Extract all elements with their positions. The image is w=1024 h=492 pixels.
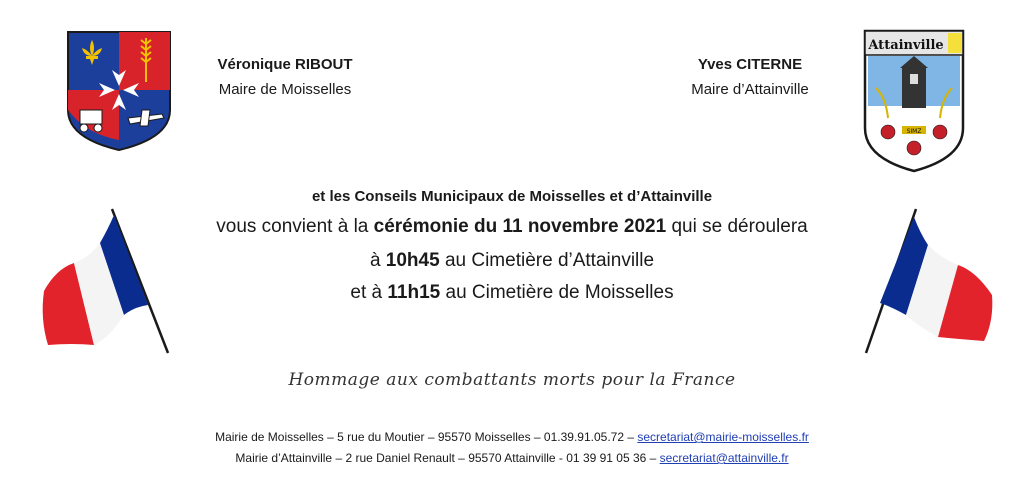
left-mayor-name: Véronique RIBOUT <box>217 56 353 73</box>
invitation-intro: et les Conseils Municipaux de Moisselles et d’Attainville <box>311 188 713 205</box>
second-time: 11h15 <box>387 282 441 303</box>
attainville-banner-text: Attainville <box>868 38 944 53</box>
invitation-line-1: vous convient à la cérémonie du 11 novembre 2021 qui se déroulera <box>216 216 808 237</box>
invitation-line-3: et à 11h15 au Cimetière de Moisselles <box>350 282 674 303</box>
right-french-flag-icon <box>862 205 998 355</box>
attainville-email-link[interactable]: secretariat@attainville.fr <box>659 451 789 465</box>
attainville-crest-icon <box>862 28 966 174</box>
tagline: Hommage aux combattants morts pour la France <box>288 370 736 390</box>
svg-text:SIMZ: SIMZ <box>906 128 922 135</box>
contact-line-moisselles: Mairie de Moisselles – 5 rue du Moutier – 95570 Moisselles – 01.39.91.05.72 – secretariat@mairie-moisselles.fr <box>215 430 809 444</box>
right-mayor-name: Yves CITERNE <box>697 56 803 73</box>
moisselles-crest-icon <box>66 30 172 152</box>
invitation-line-2: à 10h45 au Cimetière d’Attainville <box>369 250 655 271</box>
left-mayor-role: Maire de Moisselles <box>218 81 352 98</box>
contact-line-attainville: Mairie d’Attainville – 2 rue Daniel Renault – 95570 Attainville - 01 39 91 05 36 – secretariat@attainville.fr <box>235 451 789 465</box>
moisselles-email-link[interactable]: secretariat@mairie-moisselles.fr <box>637 430 809 444</box>
first-time: 10h45 <box>385 250 440 271</box>
right-mayor-role: Maire d’Attainville <box>691 81 809 98</box>
ceremony-date: cérémonie du 11 novembre 2021 <box>373 216 667 237</box>
